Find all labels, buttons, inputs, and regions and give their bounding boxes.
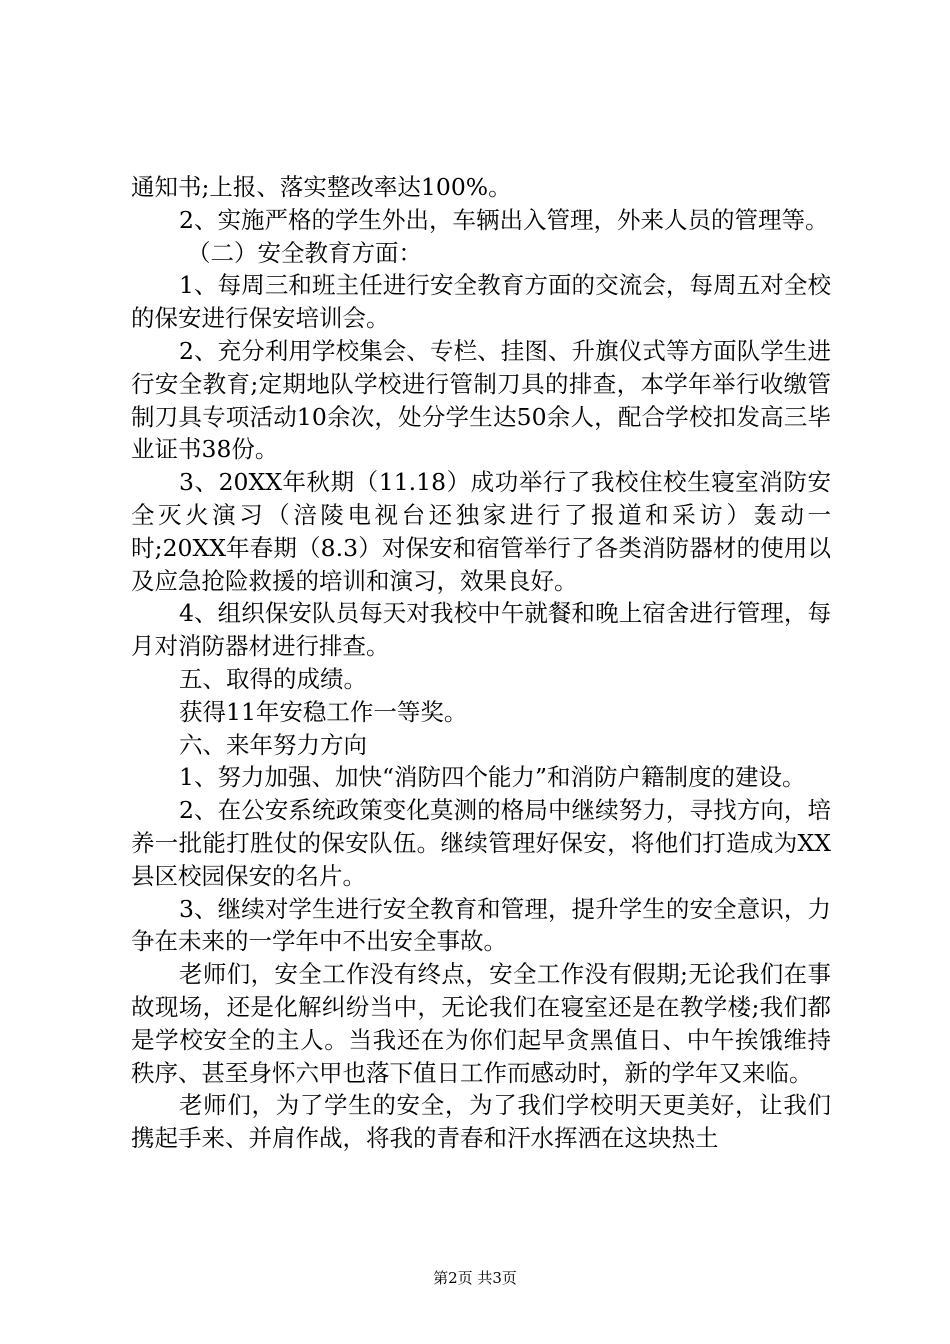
- paragraph: 老师们，安全工作没有终点，安全工作没有假期;无论我们在事故现场，还是化解纠纷当中，无论我们在寝室还是在教学楼;我们都是学校安全的主人。当我还在为你们起早贪黑值日、中午挨饿维持秩序、甚至身怀六甲也落下值日工作而感动时，新的学年又来临。: [131, 960, 831, 1087]
- paragraph: 4、组织保安队员每天对我校中午就餐和晚上宿舍进行管理，每月对消防器材进行排查。: [131, 599, 831, 661]
- paragraph: 3、20XX年秋期（11.18）成功举行了我校住校生寝室消防安全灭火演习（涪陵电视台还独家进行了报道和采访）轰动一时;20XX年春期（8.3）对保安和宿管举行了各类消防器材的使用以及应急抢险救援的培训和演习，效果良好。: [131, 468, 831, 595]
- paragraph: 1、努力加强、加快“消防四个能力”和消防户籍制度的建设。: [179, 763, 806, 792]
- paragraph: 2、充分利用学校集会、专栏、挂图、升旗仪式等方面队学生进行安全教育;定期地队学校进行管制刀具的排查，本学年举行收缴管制刀具专项活动10余次，处分学生达50余人，配合学校扣发高三毕业证书38份。: [131, 336, 831, 464]
- paragraph: 老师们，为了学生的安全，为了我们学校明天更美好，让我们携起手来、并肩作战，将我的青春和汗水挥洒在这块热土: [131, 1091, 831, 1153]
- page-number-footer: 第2页 共3页: [433, 1269, 517, 1287]
- document-body: [131, 171, 831, 1155]
- paragraph: 1、每周三和班主任进行安全教育方面的交流会，每周五对全校的保安进行保安培训会。: [131, 271, 831, 333]
- section-heading: （二）安全教育方面：: [187, 238, 422, 267]
- paragraph: 2、在公安系统政策变化莫测的格局中继续努力，寻找方向，培养一批能打胜仗的保安队伍。继续管理好保安，将他们打造成为XX县区校园保安的名片。: [131, 796, 831, 890]
- paragraph: 通知书;上报、落实整改率达100%。: [131, 173, 512, 201]
- section-heading: 六、来年努力方向: [179, 730, 367, 759]
- paragraph: 2、实施严格的学生外出，车辆出入管理，外来人员的管理等。: [179, 205, 829, 234]
- paragraph: 3、继续对学生进行安全教育和管理，提升学生的安全意识，力争在未来的一学年中不出安全事故。: [131, 894, 831, 956]
- section-heading: 五、取得的成绩。: [179, 664, 367, 693]
- paragraph: 获得11年安稳工作一等奖。: [179, 697, 468, 726]
